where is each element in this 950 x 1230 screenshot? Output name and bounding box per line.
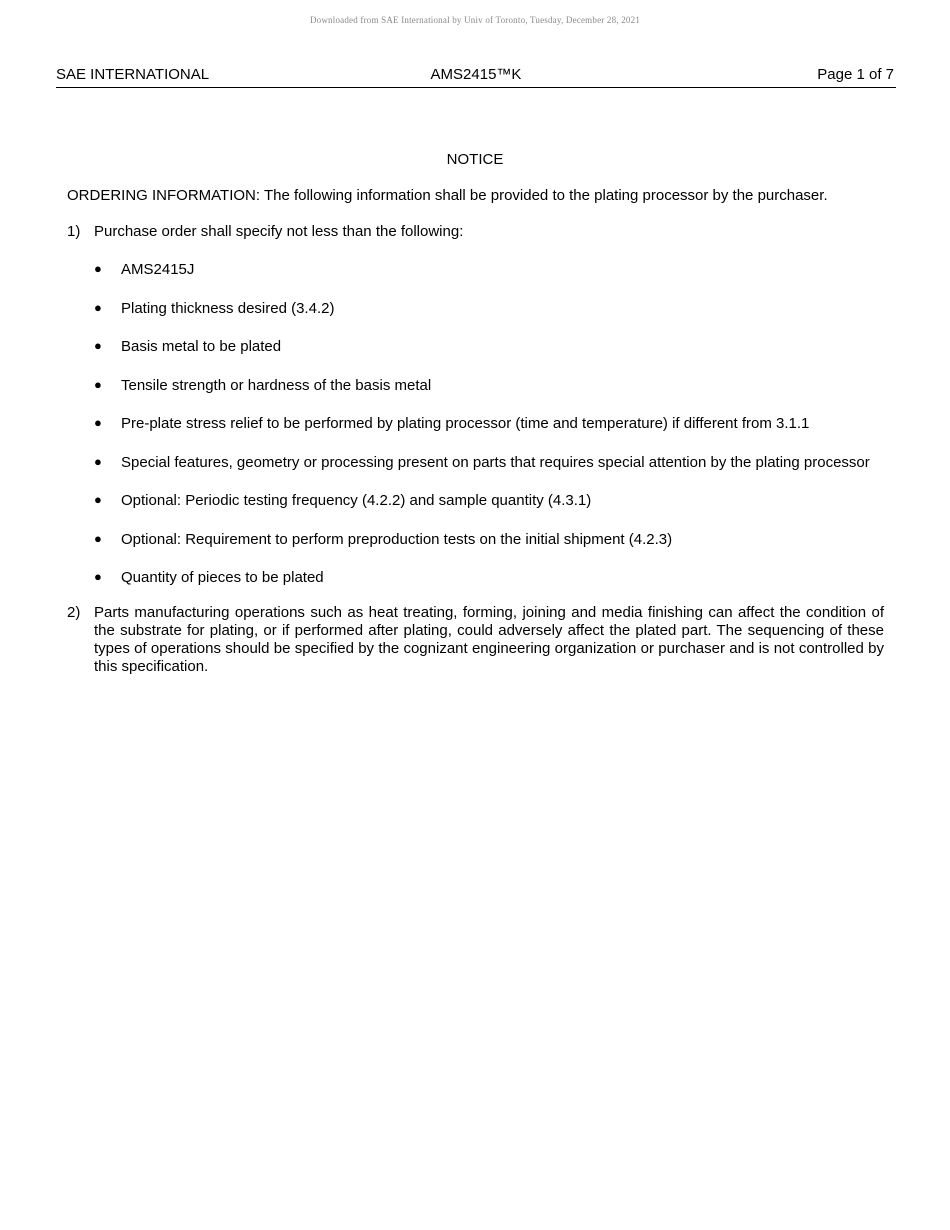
list-item-text: Tensile strength or hardness of the basis metal (121, 376, 432, 394)
item-paragraph: Parts manufacturing operations such as heat treating, forming, joining and media finishing can affect the condition of the substrate for plating, or if performed after plating, could adversely affect the plated part. The sequencing of these types of operations should be specified by the cognizant engineering organization or purchaser and is not controlled by this specification. (94, 604, 884, 675)
list-item-text: Pre-plate stress relief to be performed by plating processor (time and temperature) if different from 3.1.1 (121, 415, 810, 432)
bullet-icon: ● (94, 261, 102, 276)
header-document-number: AMS2415™K (430, 66, 522, 83)
list-item-text: Special features, geometry or processing present on parts that requires special attention by the plating processor (121, 453, 870, 471)
list-item-text: Quantity of pieces to be plated (121, 569, 324, 586)
list-item-text: Optional: Periodic testing frequency (4.2.2) and sample quantity (4.3.1) (121, 492, 592, 509)
bullet-icon: ● (94, 299, 102, 315)
header-organization: SAE INTERNATIONAL (56, 66, 210, 83)
list-item-text: Plating thickness desired (3.4.2) (121, 299, 335, 317)
bullet-icon: ● (94, 492, 102, 507)
bullet-icon: ● (94, 376, 102, 392)
list-item-text: Basis metal to be plated (121, 338, 282, 355)
bullet-icon: ● (94, 415, 102, 430)
download-watermark: Downloaded from SAE International by Univ of Toronto, Tuesday, December 28, 2021 (309, 15, 641, 25)
bullet-icon: ● (94, 569, 102, 584)
item-text: Purchase order shall specify not less than the following: (94, 223, 464, 240)
bullet-icon: ● (94, 338, 102, 353)
item-number: 1) (67, 223, 81, 240)
list-item-text: Optional: Requirement to perform preproduction tests on the initial shipment (4.2.3) (121, 530, 673, 548)
list-item-text: AMS2415J (121, 261, 195, 278)
bullet-icon: ● (94, 453, 102, 469)
notice-title: NOTICE (446, 151, 504, 168)
page-header (56, 66, 896, 88)
bullet-icon: ● (94, 530, 102, 546)
ordering-information: ORDERING INFORMATION: The following information shall be provided to the plating processor by the purchaser. (67, 187, 828, 204)
header-page-number: Page 1 of 7 (817, 66, 894, 83)
item-number: 2) (67, 604, 81, 621)
